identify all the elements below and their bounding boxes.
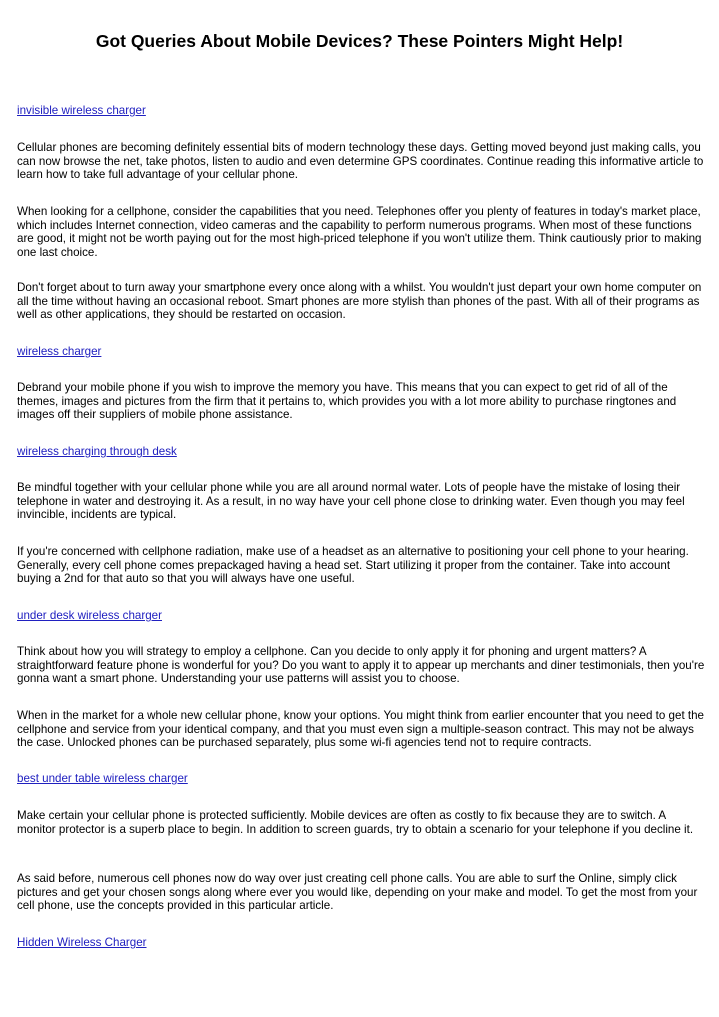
link-wireless-charger[interactable]: wireless charger xyxy=(17,345,102,358)
paragraph-10: As said before, numerous cell phones now do way over just creating cell phone calls. You are able to surf the Online, simply click pictures and get your chosen songs along where ever you would like, depending on your make and model. To get the most from your cell phone, use the concepts provided in this particular article. xyxy=(17,872,698,912)
paragraph-9: Make certain your cellular phone is protected sufficiently. Mobile devices are often as costly to fix because they are to switch. A monitor protector is a superb place to begin. In addition to screen guards, try to obtain a scenario for your telephone if you decline it. xyxy=(17,809,694,836)
link-hidden-wireless-charger[interactable]: Hidden Wireless Charger xyxy=(17,936,147,949)
paragraph-5: Be mindful together with your cellular phone while you are all around normal water. Lots of people have the mistake of losing their telephone in water and destroying it. As a result, in no way have your cell phone close to drinking water. Even though you may feel invincible, incidents are typical. xyxy=(17,481,685,521)
paragraph-3: Don't forget about to turn away your smartphone every once along with a whilst. You wouldn't just depart your own home computer on all the time without having an occasional reboot. Smart phones are more stylish than phones of the past. With all of their programs as well as other applications, they should be restarted on occasion. xyxy=(17,281,702,321)
link-invisible-wireless-charger[interactable]: invisible wireless charger xyxy=(17,104,146,117)
paragraph-4: Debrand your mobile phone if you wish to improve the memory you have. This means that you can expect to get rid of all of the themes, images and pictures from the firm that it pertains to, which provides you with a lot more ability to purchase ringtones and images off their suppliers of mobile phone assistance. xyxy=(17,381,677,421)
page-title: Got Queries About Mobile Devices? These Pointers Might Help! xyxy=(95,31,624,51)
link-under-desk-wireless-charger[interactable]: under desk wireless charger xyxy=(17,609,162,622)
link-wireless-charging-through-desk[interactable]: wireless charging through desk xyxy=(17,445,177,458)
paragraph-8: When in the market for a whole new cellular phone, know your options. You might think from earlier encounter that you need to get the cellphone and service from your identical company, and that you must even sign a multiple-season contract. This may not be always the case. Unlocked phones can be purchased separately, plus some wi-fi agencies tend not to require contracts. xyxy=(17,709,705,749)
paragraph-7: Think about how you will strategy to employ a cellphone. Can you decide to only apply it for phoning and urgent matters? A straightforward feature phone is wonderful for you? Do you want to apply it to appear up merchants and diner testimonials, then you're gonna want a smart phone. Understanding your use patterns will assist you to choose. xyxy=(17,645,705,685)
link-best-under-table-wireless-charger[interactable]: best under table wireless charger xyxy=(17,772,188,785)
paragraph-1: Cellular phones are becoming definitely essential bits of modern technology these days. Getting moved beyond just making calls, you can now browse the net, take photos, listen to audio and even determine GPS coordinates. Continue reading this informative article to learn how to take full advantage of your cellular phone. xyxy=(17,141,704,181)
paragraph-2: When looking for a cellphone, consider the capabilities that you need. Telephones offer you plenty of features in today's market place, which includes Internet connection, video cameras and the capability to perform numerous programs. When most of these functions are good, it might not be worth paying out for the most high-priced telephone if you won't utilize them. Think cautiously prior to making one last choice. xyxy=(17,205,702,259)
paragraph-6: If you're concerned with cellphone radiation, make use of a headset as an alternative to positioning your cell phone to your hearing. Generally, every cell phone comes prepackaged having a head set. Start utilizing it proper from the container. Take into account buying a 2nd for that auto so that you will always have one useful. xyxy=(17,545,689,585)
